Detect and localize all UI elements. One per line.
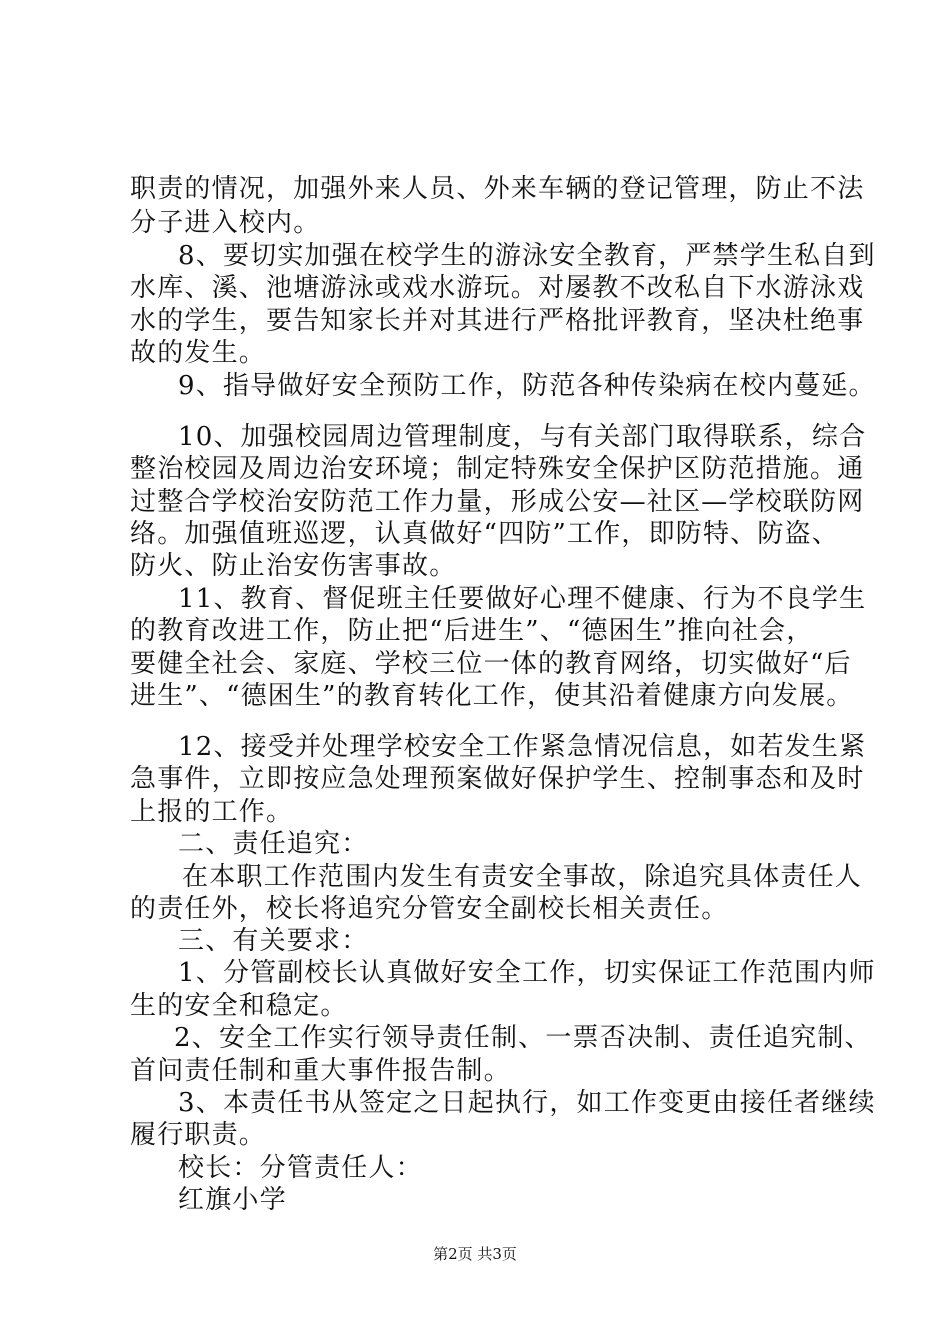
text-line: 进生”、“德困生”的教育转化工作，使其沿着健康方向发展。	[130, 681, 854, 711]
text-line: 12、接受并处理学校安全工作紧急情况信息，如若发生紧	[178, 732, 867, 762]
text-line: 生的安全和稳定。	[130, 991, 348, 1021]
text-line: 3、本责任书从签定之日起执行，如工作变更由接任者继续	[178, 1088, 876, 1118]
signature-line: 校长：分管责任人：	[178, 1153, 423, 1183]
text-line: 过整合学校治安防范工作力量，形成公安—社区—学校联防网	[130, 487, 865, 517]
page-number: 第2页 共3页	[433, 1245, 517, 1263]
text-line: 首问责任制和重大事件报告制。	[130, 1056, 511, 1086]
text-line: 履行职责。	[130, 1120, 267, 1150]
text-line: 水的学生，要告知家长并对其进行严格批评教育，坚决杜绝事	[130, 306, 865, 336]
text-line: 故的发生。	[130, 338, 267, 368]
text-line: 8、要切实加强在校学生的游泳安全教育，严禁学生私自到	[178, 241, 876, 271]
text-line: 2、安全工作实行领导责任制、一票否决制、责任追究制、	[174, 1023, 872, 1053]
section-heading: 三、有关要求：	[178, 926, 369, 956]
text-line: 的责任外，校长将追究分管安全副校长相关责任。	[130, 894, 729, 924]
text-line: 急事件，立即按应急处理预案做好保护学生、控制事态和及时	[130, 764, 865, 794]
text-line: 10、加强校园周边管理制度，与有关部门取得联系，综合	[178, 422, 867, 452]
section-heading: 二、责任追究：	[178, 829, 369, 859]
text-line: 防火、防止治安伤害事故。	[130, 551, 457, 581]
text-line: 的教育改进工作，防止把“后进生”、“德困生”推向社会，	[130, 616, 814, 646]
text-line: 分子进入校内。	[130, 208, 321, 238]
text-line: 水库、溪、池塘游泳或戏水游玩。对屡教不改私自下水游泳戏	[130, 273, 865, 303]
text-line: 在本职工作范围内发生有责安全事故，除追究具体责任人	[182, 862, 863, 892]
text-line: 职责的情况，加强外来人员、外来车辆的登记管理，防止不法	[130, 174, 865, 204]
text-line: 上报的工作。	[130, 797, 294, 827]
text-line: 1、分管副校长认真做好安全工作，切实保证工作范围内师	[178, 958, 876, 988]
text-line: 9、指导做好安全预防工作，防范各种传染病在校内蔓延。	[178, 371, 876, 401]
text-line: 整治校园及周边治安环境；制定特殊安全保护区防范措施。通	[130, 454, 865, 484]
text-line: 络。加强值班巡逻，认真做好“四防”工作，即防特、防盗、	[130, 519, 839, 549]
text-line: 要健全社会、家庭、学校三位一体的教育网络，切实做好“后	[130, 649, 852, 679]
school-name: 红旗小学	[178, 1185, 287, 1215]
text-line: 11、教育、督促班主任要做好心理不健康、行为不良学生	[178, 584, 867, 614]
